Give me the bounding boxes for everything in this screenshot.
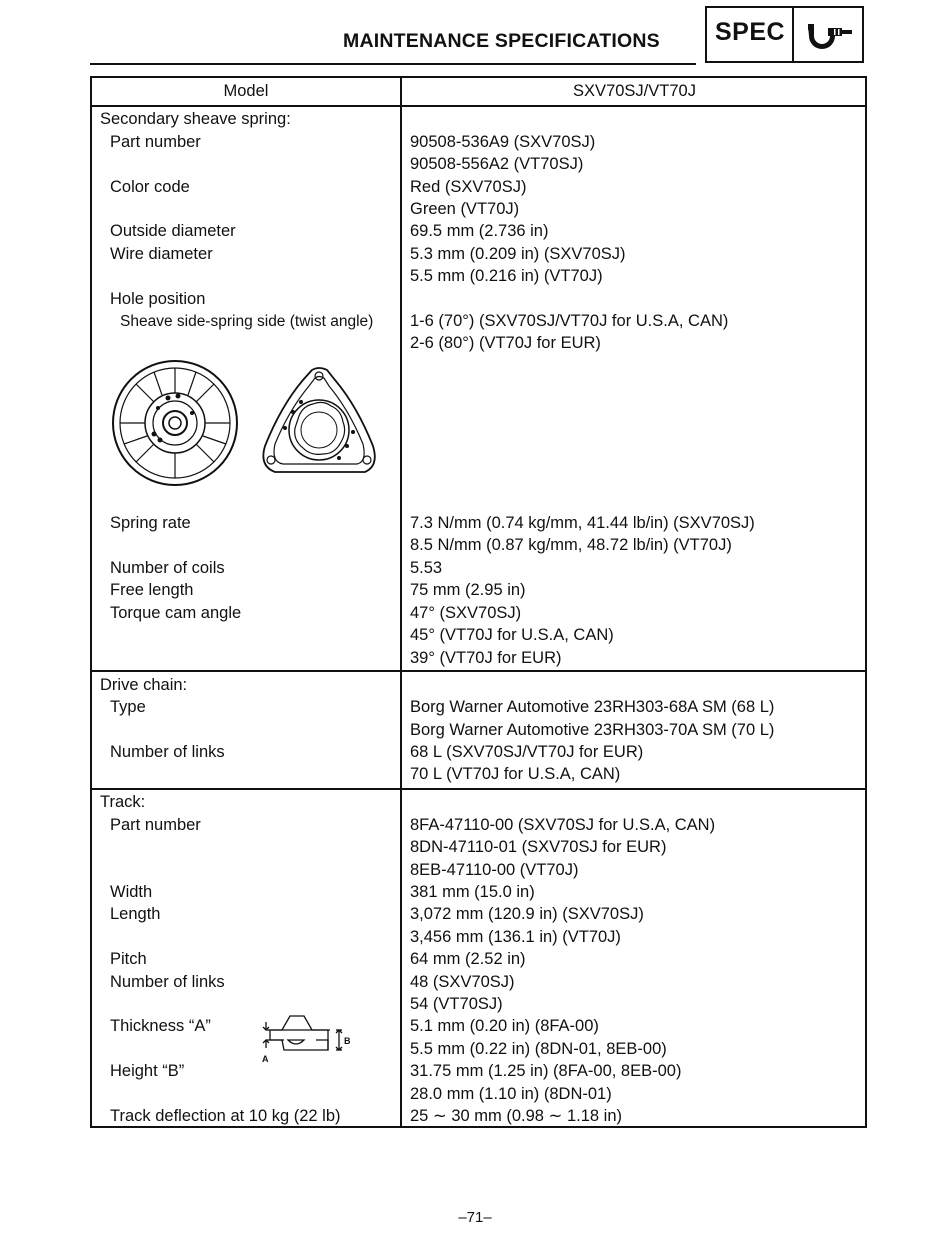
spec-value: 5.5 mm (0.22 in) (8DN-01, 8EB-00) [410, 1040, 667, 1058]
spec-label: Length [110, 905, 161, 923]
spec-label: Hole position [110, 290, 206, 308]
section-divider [92, 788, 865, 790]
spec-value: 5.1 mm (0.20 in) (8FA-00) [410, 1017, 599, 1035]
spec-label: Free length [110, 581, 194, 599]
micrometer-icon [804, 20, 856, 50]
spec-value: Borg Warner Automotive 23RH303-70A SM (70 L) [410, 721, 775, 739]
spec-value: 25 ∼ 30 mm (0.98 ∼ 1.18 in) [410, 1107, 622, 1125]
spec-value: 7.3 N/mm (0.74 kg/mm, 41.44 lb/in) (SXV70SJ) [410, 514, 755, 532]
section-title: Drive chain: [100, 676, 188, 694]
spec-value: 69.5 mm (2.736 in) [410, 222, 549, 240]
spec-label: Number of coils [110, 559, 225, 577]
spec-value: 64 mm (2.52 in) [410, 950, 526, 968]
spec-label: Number of links [110, 973, 225, 991]
spec-value: Red (SXV70SJ) [410, 178, 527, 196]
spec-value: 3,072 mm (120.9 in) (SXV70SJ) [410, 905, 644, 923]
spec-badge-divider [792, 8, 794, 61]
spec-value: 68 L (SXV70SJ/VT70J for EUR) [410, 743, 644, 761]
spec-value: 31.75 mm (1.25 in) (8FA-00, 8EB-00) [410, 1062, 682, 1080]
spec-value: Borg Warner Automotive 23RH303-68A SM (68 L) [410, 698, 775, 716]
section-title: Track: [100, 793, 146, 811]
spec-value: 1-6 (70°) (SXV70SJ/VT70J for U.S.A, CAN) [410, 312, 729, 330]
spec-value: 48 (SXV70SJ) [410, 973, 515, 991]
spec-value: 8DN-47110-01 (SXV70SJ for EUR) [410, 838, 667, 856]
spec-label: Track deflection at 10 kg (22 lb) [110, 1107, 341, 1125]
spec-label: Number of links [110, 743, 225, 761]
spec-label: Part number [110, 816, 201, 834]
spec-label: Wire diameter [110, 245, 213, 263]
spec-value: 75 mm (2.95 in) [410, 581, 526, 599]
spec-value: 381 mm (15.0 in) [410, 883, 535, 901]
spec-label: Outside diameter [110, 222, 236, 240]
spec-value: 8.5 N/mm (0.87 kg/mm, 48.72 lb/in) (VT70J) [410, 536, 732, 554]
spec-value: 45° (VT70J for U.S.A, CAN) [410, 626, 614, 644]
spec-value: 2-6 (80°) (VT70J for EUR) [410, 334, 601, 352]
spec-value: 5.3 mm (0.209 in) (SXV70SJ) [410, 245, 626, 263]
model-value-header: SXV70SJ/VT70J [573, 82, 696, 100]
spec-badge [705, 6, 864, 63]
spec-value: 47° (SXV70SJ) [410, 604, 522, 622]
section-divider [92, 670, 865, 672]
spec-value: Green (VT70J) [410, 200, 520, 218]
track-label-b: B [344, 1036, 351, 1046]
spec-value: 90508-556A2 (VT70SJ) [410, 155, 584, 173]
spec-value: 70 L (VT70J for U.S.A, CAN) [410, 765, 621, 783]
spec-label: Color code [110, 178, 190, 196]
spec-label: Spring rate [110, 514, 191, 532]
spec-label: Type [110, 698, 146, 716]
model-header: Model [223, 82, 269, 100]
spec-label: Sheave side-spring side (twist angle) [120, 313, 374, 330]
sheave-diagram-icon [110, 358, 240, 488]
spec-value: 8EB-47110-00 (VT70J) [410, 861, 579, 879]
header-rule [90, 63, 696, 65]
spec-value: 3,456 mm (136.1 in) (VT70J) [410, 928, 621, 946]
spec-value: 54 (VT70SJ) [410, 995, 503, 1013]
spec-label: Height “B” [110, 1062, 185, 1080]
spec-label: Pitch [110, 950, 147, 968]
spec-label: Width [110, 883, 153, 901]
spec-value: 5.5 mm (0.216 in) (VT70J) [410, 267, 603, 285]
header-row-divider [92, 105, 865, 107]
spec-label: Part number [110, 133, 201, 151]
spring-seat-diagram-icon [257, 366, 382, 478]
spec-value: 8FA-47110-00 (SXV70SJ for U.S.A, CAN) [410, 816, 716, 834]
page-title: MAINTENANCE SPECIFICATIONS [343, 30, 660, 52]
spec-value: 39° (VT70J for EUR) [410, 649, 562, 667]
spec-value: 28.0 mm (1.10 in) (8DN-01) [410, 1085, 612, 1103]
track-label-a: A [262, 1054, 269, 1064]
spec-value: 90508-536A9 (SXV70SJ) [410, 133, 596, 151]
page-number: –71– [458, 1209, 492, 1226]
spec-badge-label: SPEC [715, 18, 786, 46]
spec-label: Thickness “A” [110, 1017, 211, 1035]
spec-table [90, 76, 867, 1128]
spec-value: 5.53 [410, 559, 443, 577]
column-divider [400, 78, 402, 1126]
section-title: Secondary sheave spring: [100, 110, 291, 128]
track-profile-diagram-icon [256, 1010, 356, 1072]
spec-label: Torque cam angle [110, 604, 242, 622]
